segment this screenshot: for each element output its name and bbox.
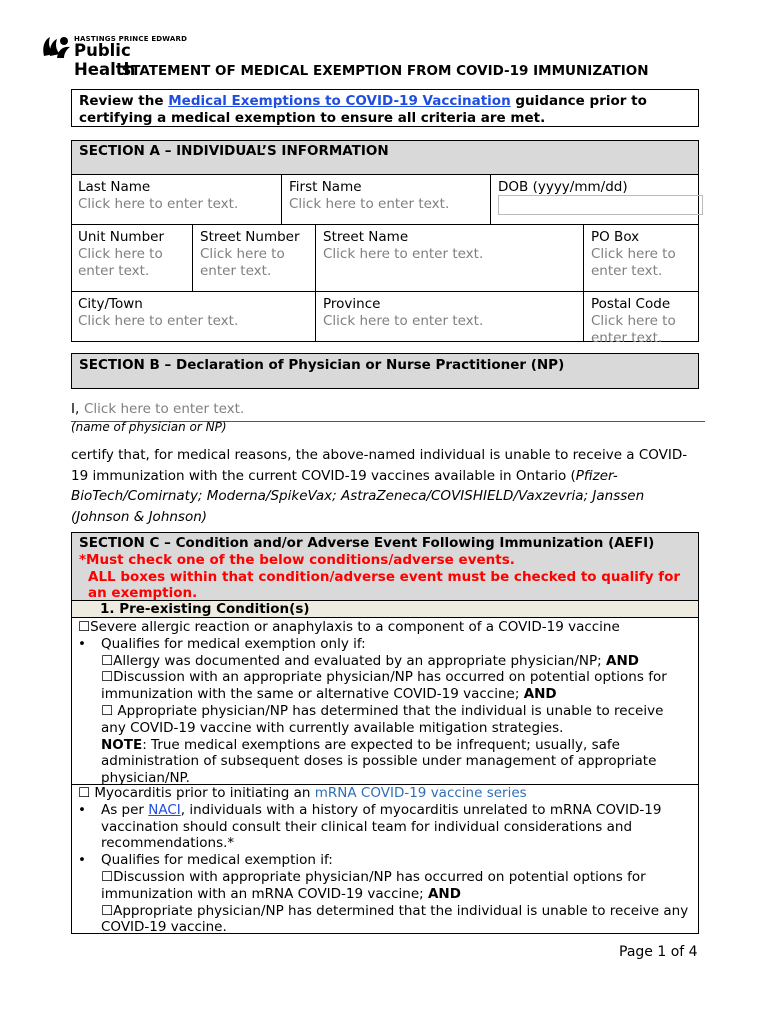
allergy-c1-checkbox[interactable]: ☐	[101, 652, 114, 669]
guidance-text: Review the	[79, 93, 169, 109]
bullet-icon: •	[78, 635, 86, 652]
allergy-c2-checkbox[interactable]: ☐	[101, 669, 114, 686]
postal-code-input[interactable]: Click here to enter text.	[591, 313, 676, 346]
section-c-heading: SECTION C – Condition and/or Adverse Event Following Immunization (AEFI)	[79, 535, 655, 551]
section-a-heading: SECTION A – INDIVIDUAL’S INFORMATION	[79, 143, 389, 159]
section-c	[71, 532, 699, 934]
dob-input[interactable]	[498, 195, 703, 215]
allergy-block	[78, 619, 690, 787]
allergy-qualifies: • Qualifies for medical exemption only if:	[78, 635, 366, 652]
street-number-input[interactable]: Click here to enter text.	[200, 246, 285, 279]
allergy-criterion-3: ☐ Appropriate physician/NP has determined that the individual is unable to receive any COVID-19 vaccine with currently available mitigation strategies.	[101, 702, 664, 736]
all-boxes-note: ALL boxes within that condition/adverse event must be checked to qualify for an exemption.	[88, 568, 681, 602]
po-box-label: PO Box	[591, 229, 640, 245]
bullet-icon: •	[78, 801, 86, 818]
physician-name-line	[71, 398, 705, 422]
myo-qualifies: • Qualifies for medical exemption if:	[78, 852, 333, 869]
first-name-input[interactable]: Click here to enter text.	[289, 196, 450, 212]
org-name: Public Health	[74, 41, 136, 79]
myo-c2-checkbox[interactable]: ☐	[101, 902, 114, 919]
first-name-label: First Name	[289, 179, 362, 195]
unit-number-label: Unit Number	[78, 229, 165, 245]
i-label: I,	[71, 401, 80, 417]
section-a	[71, 140, 699, 346]
city-input[interactable]: Click here to enter text.	[78, 313, 239, 329]
province-cell	[315, 291, 584, 342]
province-label: Province	[323, 296, 381, 312]
logo	[40, 34, 190, 79]
must-check-note: *Must check one of the below conditions/adverse events.	[79, 551, 515, 568]
po-box-input[interactable]: Click here to enter text.	[591, 246, 676, 279]
allergy-item: ☐Severe allergic reaction or anaphylaxis to a component of a COVID-19 vaccine	[78, 619, 620, 635]
allergy-c3-checkbox[interactable]: ☐	[101, 702, 114, 719]
city-cell	[71, 291, 316, 342]
page-number: Page 1 of 4	[619, 944, 698, 960]
document-title: STATEMENT OF MEDICAL EXEMPTION FROM COVID-19 IMMUNIZATION	[121, 63, 649, 79]
city-label: City/Town	[78, 296, 143, 312]
section-c-header	[72, 533, 698, 601]
org-name-small: HASTINGS PRINCE EDWARD	[74, 35, 188, 43]
allergy-criterion-2: ☐Discussion with an appropriate physician/NP has occurred on potential options for immunization with the same or alternative COVID-19 vaccine; AND	[101, 669, 667, 703]
guidance-text-end: guidance prior to certifying a medical exemption to ensure all criteria are met.	[79, 93, 647, 126]
postal-code-cell	[583, 291, 699, 346]
physician-name-input[interactable]: Click here to enter text.	[84, 401, 245, 417]
po-box-cell	[583, 224, 699, 292]
pre-existing-subheading: 1. Pre-existing Condition(s)	[72, 601, 698, 618]
province-input[interactable]: Click here to enter text.	[323, 313, 484, 329]
first-name-cell	[281, 174, 491, 225]
last-name-cell	[71, 174, 281, 225]
street-name-label: Street Name	[323, 229, 409, 245]
allergy-checkbox[interactable]: ☐	[78, 619, 91, 635]
dob-label: DOB (yyyy/mm/dd)	[498, 179, 628, 195]
allergy-criterion-1: ☐Allergy was documented and evaluated by an appropriate physician/NP; AND	[101, 652, 639, 669]
unit-number-input[interactable]: Click here to enter text.	[78, 246, 163, 279]
postal-code-label: Postal Code	[591, 296, 671, 312]
guidance-link[interactable]: Medical Exemptions to COVID-19 Vaccination	[168, 93, 511, 109]
physician-name-caption: (name of physician or NP)	[71, 420, 227, 434]
myocarditis-block	[78, 785, 690, 936]
street-name-input[interactable]: Click here to enter text.	[323, 246, 484, 262]
allergy-note: NOTE: True medical exemptions are expected to be infrequent; usually, safe administration of subsequent doses is possible under management of appropriate physician/NP.	[101, 736, 657, 787]
naci-bullet: • As per NACI, individuals with a history of myocarditis unrelated to mRNA COVID-19 vaccination should consult their clinical team for individual considerations and recommendations.*	[78, 801, 662, 852]
myo-criterion-2: ☐Appropriate physician/NP has determined that the individual is unable to receive any COVID-19 vaccine.	[101, 902, 689, 936]
street-number-label: Street Number	[200, 229, 300, 245]
guidance-box	[71, 89, 699, 127]
naci-link[interactable]: NACI	[148, 801, 181, 818]
bullet-icon: •	[78, 852, 86, 869]
section-b-header	[71, 353, 699, 389]
unit-number-cell	[71, 224, 193, 292]
certify-statement: certify that, for medical reasons, the above-named individual is unable to receive a COVID-19 immunization with the current COVID-19 vaccines available in Ontario (Pfizer-BioTech/Comirnaty; Moderna/SpikeVax; AstraZeneca/COVISHIELD/Vaxzevria; Janssen (Johnson & Johnson)	[71, 447, 688, 525]
last-name-label: Last Name	[78, 179, 151, 195]
section-a-header	[72, 141, 698, 174]
street-number-cell	[192, 224, 315, 292]
myocarditis-item: ☐ Myocarditis prior to initiating an mRNA COVID-19 vaccine series	[78, 785, 527, 801]
mrna-series-link[interactable]: mRNA COVID-19 vaccine series	[314, 785, 527, 801]
myocarditis-checkbox[interactable]: ☐	[78, 785, 91, 801]
street-name-cell	[315, 224, 584, 292]
public-health-logo-icon	[40, 34, 72, 60]
last-name-input[interactable]: Click here to enter text.	[78, 196, 239, 212]
section-b-heading: SECTION B – Declaration of Physician or Nurse Practitioner (NP)	[79, 357, 565, 373]
vaccine-list: Pfizer-BioTech/Comirnaty; Moderna/SpikeVax; AstraZeneca/COVISHIELD/Vaxzevria; Janssen (Johnson & Johnson)	[71, 467, 645, 525]
myo-criterion-1: ☐Discussion with appropriate physician/NP has occurred on potential options for immunization with an mRNA COVID-19 vaccine; AND	[101, 868, 646, 902]
dob-cell	[490, 174, 699, 225]
myo-c1-checkbox[interactable]: ☐	[101, 868, 114, 885]
